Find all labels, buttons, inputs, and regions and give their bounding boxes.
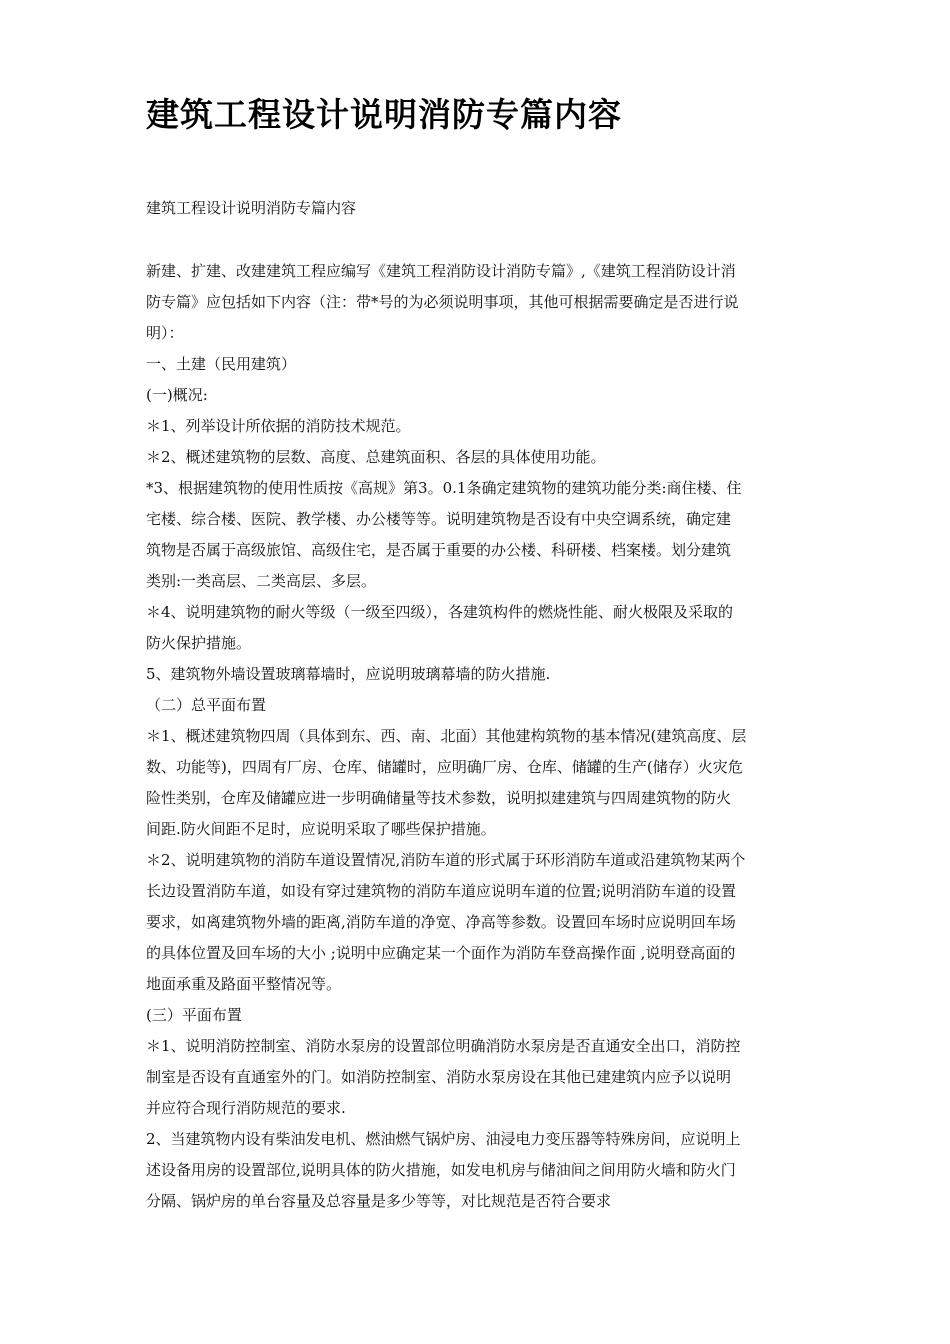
body-text-line: 数、功能等)，四周有厂房、仓库、储罐时，应明确厂房、仓库、储罐的生产(储存）火灾危 (146, 758, 743, 776)
body-text-line: 类别:一类高层、二类高层、多层。 (146, 572, 377, 590)
document-title: 建筑工程设计说明消防专篇内容 (146, 95, 622, 134)
body-text-line: 分隔、锅炉房的单台容量及总容量是多少等等，对比规范是否符合要求 (146, 1192, 612, 1210)
body-text-line: 2、当建筑物内设有柴油发电机、燃油燃气锅炉房、油浸电力变压器等特殊房间，应说明上 (146, 1130, 741, 1148)
body-text-line: ＊2、概述建筑物的层数、高度、总建筑面积、各层的具体使用功能。 (146, 448, 606, 466)
body-text-line: *3、根据建筑物的使用性质按《高规》第3。0.1条确定建筑物的建筑功能分类:商住楼、住 (146, 479, 742, 497)
body-text-line: (三）平面布置 (146, 1006, 242, 1024)
document-body (146, 256, 812, 1217)
body-text-line: 并应符合现行消防规范的要求. (146, 1099, 346, 1117)
body-text-line: 险性类别，仓库及储罐应进一步明确储量等技术参数，说明拟建建筑与四周建筑物的防火 (146, 789, 732, 807)
body-text-line: 要求，如离建筑物外墙的距离,消防车道的净宽、净高等参数。设置回车场时应说明回车场 (146, 913, 736, 931)
body-text-line: 间距.防火间距不足时，应说明采取了哪些保护措施。 (146, 820, 496, 838)
body-text-line: ＊4、说明建筑物的耐火等级（一级至四级），各建筑构件的燃烧性能、耐火极限及采取的 (146, 603, 734, 621)
body-text-line: 的具体位置及回车场的大小 ;说明中应确定某一个面作为消防车登高操作面 ,说明登高面的 (146, 944, 736, 962)
body-text-line: ＊1、概述建筑物四周（具体到东、西、南、北面）其他建构筑物的基本情况(建筑高度、层 (146, 727, 747, 745)
body-text-line: ＊1、说明消防控制室、消防水泵房的设置部位明确消防水泵房是否直通安全出口，消防控 (146, 1037, 741, 1055)
body-text-line: 明）： (146, 324, 184, 342)
body-text-line: 长边设置消防车道，如设有穿过建筑物的消防车道应说明车道的位置;说明消防车道的设置 (146, 882, 737, 900)
body-text-line: (一)概况: (146, 386, 208, 404)
body-text-line: 新建、扩建、改建建筑工程应编写《建筑工程消防设计消防专篇》,《建筑工程消防设计消 (146, 262, 736, 280)
body-text-line: 制室是否设有直通室外的门。如消防控制室、消防水泵房设在其他已建建筑内应予以说明 (146, 1068, 732, 1086)
body-text-line: 防专篇》应包括如下内容（注：带*号的为必须说明事项，其他可根据需要确定是否进行说 (146, 293, 739, 311)
body-text-line: 防火保护措施。 (146, 634, 252, 652)
body-text-line: 5、建筑物外墙设置玻璃幕墙时，应说明玻璃幕墙的防火措施. (146, 665, 551, 683)
body-text-line: 宅楼、综合楼、医院、教学楼、办公楼等等。说明建筑物是否设有中央空调系统，确定建 (146, 510, 732, 528)
body-text-line: ＊2、说明建筑物的消防车道设置情况,消防车道的形式属于环形消防车道或沿建筑物某两个 (146, 851, 746, 869)
document-subtitle: 建筑工程设计说明消防专篇内容 (146, 199, 357, 217)
body-text-line: ＊1、列举设计所依据的消防技术规范。 (146, 417, 411, 435)
body-text-line: 一、土建（民用建筑） (146, 355, 297, 373)
body-text-line: 述设备用房的设置部位,说明具体的防火措施，如发电机房与储油间之间用防火墙和防火门 (146, 1161, 736, 1179)
body-text-line: 地面承重及路面平整情况等。 (146, 975, 342, 993)
body-text-line: 筑物是否属于高级旅馆、高级住宅，是否属于重要的办公楼、科研楼、档案楼。划分建筑 (146, 541, 732, 559)
body-text-line: （二）总平面布置 (146, 696, 267, 714)
